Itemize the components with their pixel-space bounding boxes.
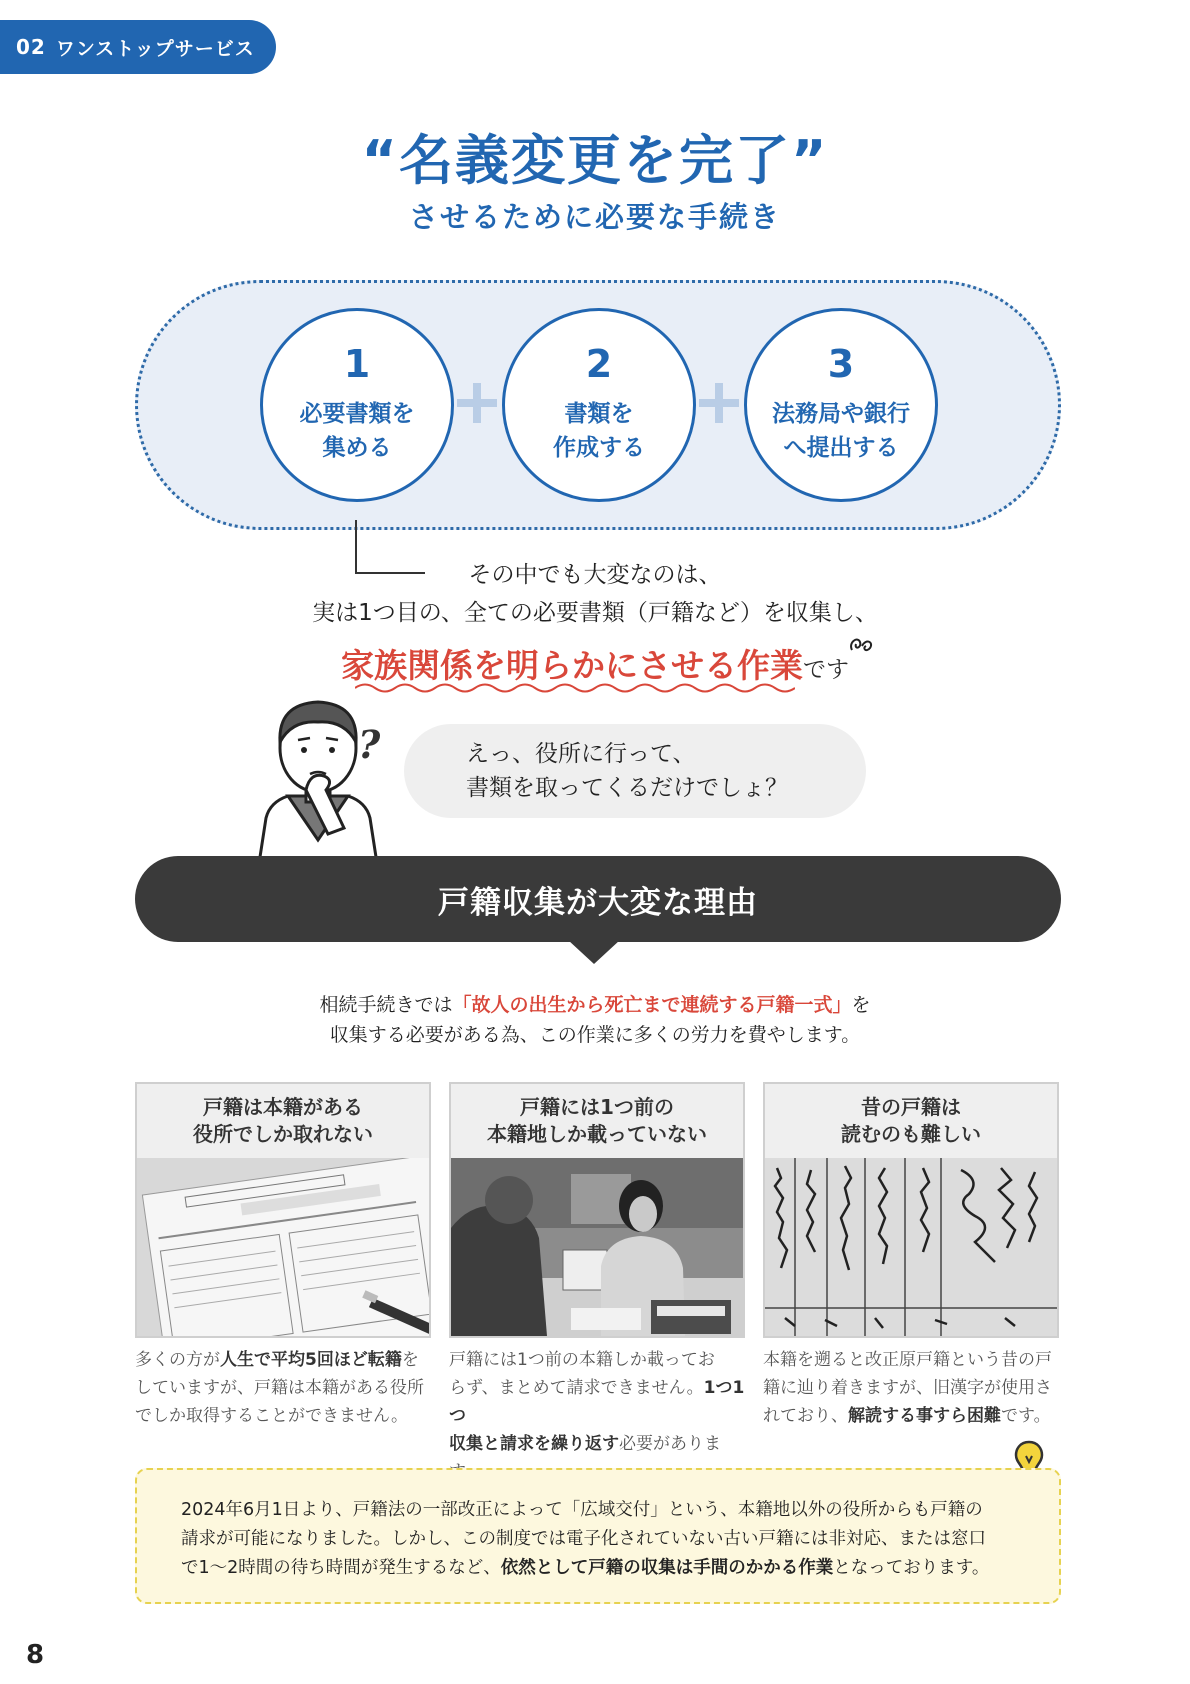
card-text: 戸籍には1つ前の本籍しか載ってお	[449, 1350, 715, 1370]
notice-line2: 請求が可能になりました。しかし、この制度では電子化されていない古い戸籍には非対応、または窓口	[181, 1529, 986, 1549]
step-label-line1: 法務局や銀行	[772, 401, 910, 427]
card-text: らず、まとめて請求できません。	[449, 1378, 704, 1398]
reason-card-2	[449, 1082, 745, 1338]
section-label: ワンストップサービス	[55, 37, 255, 60]
emphasis-suffix: です	[803, 657, 849, 683]
step-number: 2	[585, 342, 613, 386]
notice-text: となっております。	[833, 1558, 990, 1578]
card-text: れており、	[763, 1406, 848, 1426]
section-tab	[0, 20, 276, 74]
card-heading	[451, 1084, 743, 1158]
card-heading-line2: 本籍地しか載っていない	[487, 1122, 707, 1146]
section-number: 02	[16, 35, 46, 59]
confused-man-illustration	[248, 690, 388, 870]
speech-line1: えっ、役所に行って、	[466, 741, 696, 767]
plus-icon	[699, 383, 739, 423]
reason-banner	[135, 856, 1061, 942]
page-subtitle: させるために必要な手続き	[408, 200, 781, 234]
card-2-description	[449, 1346, 749, 1486]
reason-card-1	[135, 1082, 431, 1338]
card-text: 籍に辿り着きますが、旧漢字が使用さ	[763, 1378, 1052, 1398]
reason-line1	[0, 990, 1190, 1017]
card-text: 多くの方が	[135, 1350, 220, 1370]
old-koseki-photo	[765, 1158, 1057, 1336]
step-label-line2: 作成する	[553, 435, 645, 461]
reason-line2: 収集する必要がある為、この作業に多くの労力を費やします。	[329, 1024, 861, 1046]
explanation-line2: 実は1つ目の、全ての必要書類（戸籍など）を収集し、	[312, 600, 878, 626]
notice-box	[135, 1468, 1061, 1604]
banner-title: 戸籍収集が大変な理由	[438, 884, 758, 921]
step-2-circle	[502, 308, 696, 502]
step-3-circle	[744, 308, 938, 502]
card-text: です。	[1001, 1406, 1051, 1426]
banner-pointer	[568, 940, 620, 964]
card-heading-line1: 昔の戸籍は	[861, 1095, 961, 1119]
card-text-bold: 1つ1つ	[449, 1378, 745, 1426]
step-label-line2: 集める	[322, 435, 392, 461]
application-form-photo	[137, 1158, 429, 1336]
speech-bubble	[404, 724, 866, 818]
explanation-line1: その中でも大変なのは、	[468, 562, 722, 588]
explanation-emphasis-line	[0, 640, 1190, 687]
office-counter-photo	[451, 1158, 743, 1336]
wavy-underline	[355, 681, 795, 695]
card-heading-line1: 戸籍は本籍がある	[203, 1095, 363, 1119]
card-text: していますが、戸籍は本籍がある役所	[135, 1378, 424, 1398]
card-3-description	[763, 1346, 1063, 1430]
step-label-line1: 書類を	[564, 401, 634, 427]
step-number: 1	[343, 342, 371, 386]
plus-icon	[457, 383, 497, 423]
card-text: 必要がありま	[619, 1434, 721, 1454]
card-text-bold: 解読する事すら困難	[848, 1406, 1001, 1426]
card-1-description	[135, 1346, 435, 1430]
card-heading	[765, 1084, 1057, 1158]
reason-text: を	[851, 994, 871, 1016]
card-text-bold: 人生で平均5回ほど転籍	[220, 1350, 402, 1370]
card-heading-line2: 役所でしか取れない	[193, 1122, 373, 1146]
notice-line1: 2024年6月1日より、戸籍法の一部改正によって「広域交付」という、本籍地以外の役所からも戸籍の	[181, 1500, 983, 1520]
step-label-line1: 必要書類を	[299, 401, 415, 427]
card-heading-line2: 読むのも難しい	[841, 1122, 981, 1146]
step-1-circle	[260, 308, 454, 502]
question-mark-icon: ?	[358, 722, 381, 767]
card-text: でしか取得することができません。	[135, 1406, 409, 1426]
page-number: 8	[26, 1640, 45, 1670]
card-text-bold: 収集と請求を繰り返す	[449, 1434, 619, 1454]
notice-text-bold: 依然として戸籍の収集は手間のかかる作業	[500, 1558, 834, 1578]
notice-text: で1～2時間の待ち時間が発生するなど、	[181, 1558, 501, 1578]
card-text: 本籍を遡ると改正原戸籍という昔の戸	[763, 1350, 1052, 1370]
card-heading	[137, 1084, 429, 1158]
reason-card-3	[763, 1082, 1059, 1338]
speech-line2: 書類を取ってくるだけでしょ？	[466, 775, 788, 801]
reason-highlight: 「故人の出生から死亡まで連続する戸籍一式」	[452, 994, 852, 1016]
sigh-icon	[846, 628, 876, 658]
step-label-line2: へ提出する	[783, 435, 899, 461]
emphasis-text: 家族関係を明らかにさせる作業	[341, 646, 803, 685]
step-number: 3	[827, 342, 855, 386]
reason-text: 相続手続きでは	[319, 994, 453, 1016]
page-title: “名義変更を完了”	[361, 129, 829, 192]
card-text: を	[401, 1350, 419, 1370]
card-heading-line1: 戸籍には1つ前の	[520, 1095, 674, 1119]
